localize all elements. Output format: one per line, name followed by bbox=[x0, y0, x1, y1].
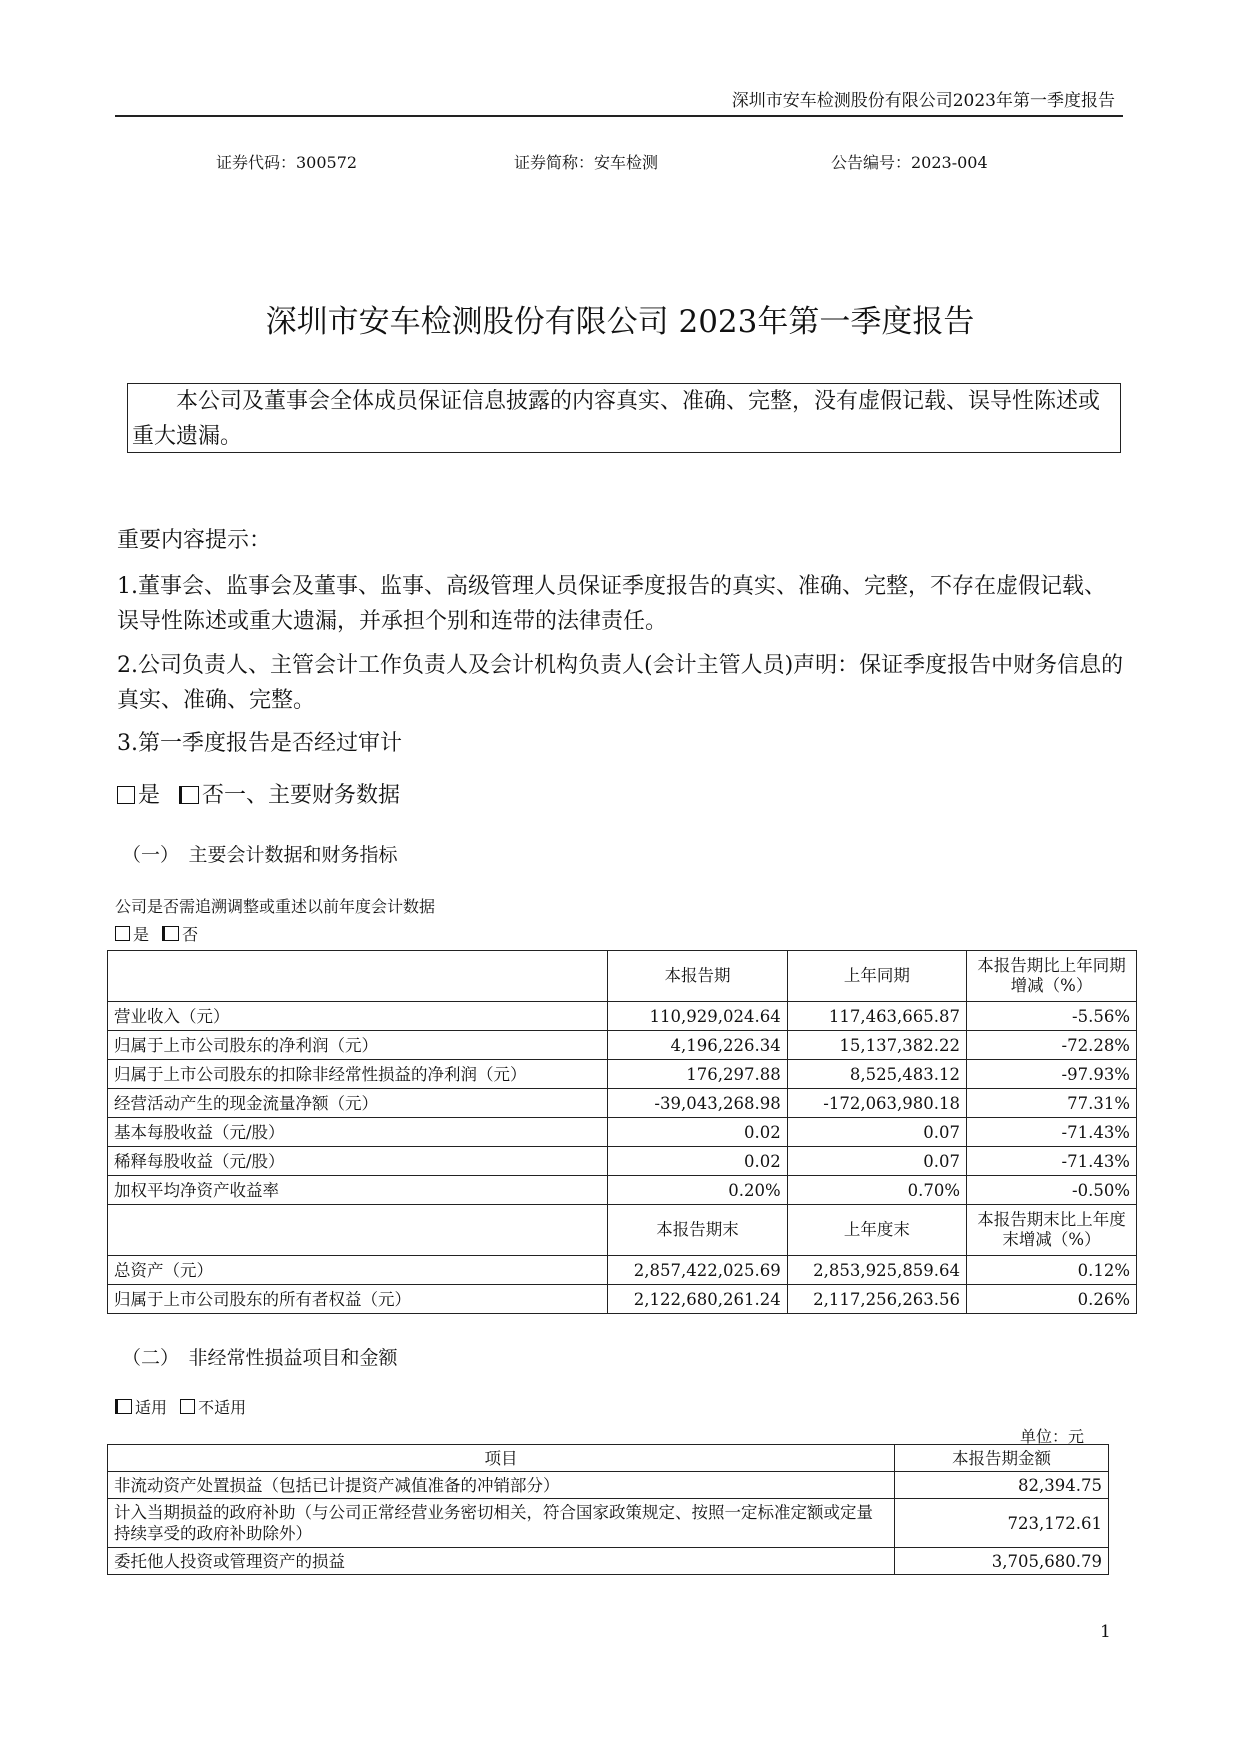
row-label: 归属于上市公司股东的扣除非经常性损益的净利润（元） bbox=[108, 1060, 608, 1089]
table-cell: 0.70% bbox=[787, 1176, 966, 1205]
table-cell: -39,043,268.98 bbox=[608, 1089, 787, 1118]
checkbox-icon bbox=[117, 786, 135, 804]
running-header: 深圳市安车检测股份有限公司2023年第一季度报告 bbox=[731, 91, 1115, 111]
table-header-cell bbox=[108, 951, 608, 1002]
notice-text: 本公司及董事会全体成员保证信息披露的内容真实、准确、完整，没有虚假记载、误导性陈述或重大遗漏。 bbox=[132, 389, 1101, 449]
table-header-cell: 上年同期 bbox=[787, 951, 966, 1002]
announcement-number: 公告编号：2023-004 bbox=[831, 153, 988, 172]
table-cell: -71.43% bbox=[967, 1147, 1137, 1176]
restate-question: 公司是否需追溯调整或重述以前年度会计数据 bbox=[115, 897, 436, 916]
table-header-cell bbox=[108, 1205, 608, 1256]
table-row bbox=[108, 1472, 1109, 1499]
table-cell: 8,525,483.12 bbox=[787, 1060, 966, 1089]
unit-label: 单位：元 bbox=[1020, 1427, 1085, 1446]
checked-box-icon bbox=[179, 786, 199, 804]
table-header-cell: 项目 bbox=[108, 1445, 895, 1472]
table-cell: 0.02 bbox=[608, 1118, 787, 1147]
table-cell: 0.02 bbox=[608, 1147, 787, 1176]
applicable-choice bbox=[115, 1395, 246, 1418]
table-cell: 0.07 bbox=[787, 1118, 966, 1147]
table-cell: 82,394.75 bbox=[894, 1472, 1108, 1499]
table-header-row bbox=[108, 1205, 1137, 1256]
table-cell: 0.07 bbox=[787, 1147, 966, 1176]
table-row bbox=[108, 1256, 1137, 1285]
table-header-cell: 本报告期末比上年度末增减（%） bbox=[967, 1205, 1137, 1256]
table-cell: -72.28% bbox=[967, 1031, 1137, 1060]
table-cell: 4,196,226.34 bbox=[608, 1031, 787, 1060]
table-header-cell: 本报告期金额 bbox=[894, 1445, 1108, 1472]
table-header-row bbox=[108, 1445, 1109, 1472]
table-cell: -71.43% bbox=[967, 1118, 1137, 1147]
table-cell: -97.93% bbox=[967, 1060, 1137, 1089]
audit-yes-label: 是 bbox=[138, 783, 161, 808]
table-row bbox=[108, 1499, 1109, 1548]
table-header-cell: 本报告期 bbox=[608, 951, 787, 1002]
row-label: 计入当期损益的政府补助（与公司正常经营业务密切相关，符合国家政策规定、按照一定标准定额或定量持续享受的政府补助除外） bbox=[108, 1499, 895, 1548]
financial-indicators-table bbox=[107, 950, 1137, 1314]
row-label: 委托他人投资或管理资产的损益 bbox=[108, 1548, 895, 1575]
table-cell: 2,117,256,263.56 bbox=[787, 1285, 966, 1314]
table-cell: 0.12% bbox=[967, 1256, 1137, 1285]
table-header-row bbox=[108, 951, 1137, 1002]
table-cell: 2,122,680,261.24 bbox=[608, 1285, 787, 1314]
table-row bbox=[108, 1031, 1137, 1060]
important-item-1: 1.董事会、监事会及董事、监事、高级管理人员保证季度报告的真实、准确、完整，不存在虚假记载、误导性陈述或重大遗漏，并承担个别和连带的法律责任。 bbox=[117, 574, 1106, 634]
document-title: 深圳市安车检测股份有限公司 2023年第一季度报告 bbox=[265, 304, 975, 340]
row-label: 总资产（元） bbox=[108, 1256, 608, 1285]
row-label: 非流动资产处置损益（包括已计提资产减值准备的冲销部分） bbox=[108, 1472, 895, 1499]
table-cell: 77.31% bbox=[967, 1089, 1137, 1118]
row-label: 营业收入（元） bbox=[108, 1002, 608, 1031]
restate-choice bbox=[115, 922, 198, 945]
audit-choice bbox=[117, 778, 400, 813]
restate-yes-label: 是 bbox=[133, 925, 150, 944]
table-cell: 176,297.88 bbox=[608, 1060, 787, 1089]
checkbox-icon bbox=[180, 1399, 195, 1414]
table-row bbox=[108, 1118, 1137, 1147]
row-label: 经营活动产生的现金流量净额（元） bbox=[108, 1089, 608, 1118]
stock-code: 证券代码：300572 bbox=[216, 153, 358, 172]
applicable-label: 适用 bbox=[135, 1398, 168, 1417]
row-label: 基本每股收益（元/股） bbox=[108, 1118, 608, 1147]
not-applicable-label: 不适用 bbox=[198, 1398, 247, 1417]
table-header-cell: 本报告期末 bbox=[608, 1205, 787, 1256]
table-row bbox=[108, 1285, 1137, 1314]
table-row bbox=[108, 1089, 1137, 1118]
row-label: 加权平均净资产收益率 bbox=[108, 1176, 608, 1205]
table-row bbox=[108, 1147, 1137, 1176]
restate-no-label: 否 bbox=[182, 925, 199, 944]
checked-box-icon bbox=[115, 1399, 132, 1414]
notice-box bbox=[127, 383, 1121, 453]
checked-box-icon bbox=[162, 926, 179, 941]
stock-name: 证券简称：安车检测 bbox=[514, 153, 659, 172]
table-row bbox=[108, 1060, 1137, 1089]
row-label: 归属于上市公司股东的净利润（元） bbox=[108, 1031, 608, 1060]
audit-no-label: 否 bbox=[202, 783, 225, 808]
table-row bbox=[108, 1548, 1109, 1575]
table-cell: -5.56% bbox=[967, 1002, 1137, 1031]
table-cell: 0.20% bbox=[608, 1176, 787, 1205]
table-cell: 723,172.61 bbox=[894, 1499, 1108, 1548]
table-cell: 110,929,024.64 bbox=[608, 1002, 787, 1031]
table-cell: -172,063,980.18 bbox=[787, 1089, 966, 1118]
section-main-heading: 一、主要财务数据 bbox=[224, 783, 401, 808]
table-header-cell: 上年度末 bbox=[787, 1205, 966, 1256]
important-heading: 重要内容提示： bbox=[117, 528, 272, 553]
important-item-3: 3.第一季度报告是否经过审计 bbox=[117, 731, 402, 756]
section-1-heading: （一） 主要会计数据和财务指标 bbox=[122, 844, 398, 866]
row-label: 归属于上市公司股东的所有者权益（元） bbox=[108, 1285, 608, 1314]
table-cell: 3,705,680.79 bbox=[894, 1548, 1108, 1575]
table-row bbox=[108, 1176, 1137, 1205]
important-item-2: 2.公司负责人、主管会计工作负责人及会计机构负责人(会计主管人员)声明：保证季度报告中财务信息的真实、准确、完整。 bbox=[117, 653, 1124, 713]
table-header-cell: 本报告期比上年同期增减（%） bbox=[967, 951, 1137, 1002]
checkbox-icon bbox=[115, 926, 130, 941]
table-cell: 15,137,382.22 bbox=[787, 1031, 966, 1060]
header-rule bbox=[115, 115, 1123, 117]
nonrecurring-items-table bbox=[107, 1444, 1109, 1575]
table-cell: 2,857,422,025.69 bbox=[608, 1256, 787, 1285]
table-cell: -0.50% bbox=[967, 1176, 1137, 1205]
section-2-heading: （二） 非经常性损益项目和金额 bbox=[122, 1347, 398, 1369]
table-row bbox=[108, 1002, 1137, 1031]
table-cell: 2,853,925,859.64 bbox=[787, 1256, 966, 1285]
table-cell: 0.26% bbox=[967, 1285, 1137, 1314]
row-label: 稀释每股收益（元/股） bbox=[108, 1147, 608, 1176]
table-cell: 117,463,665.87 bbox=[787, 1002, 966, 1031]
page-number: 1 bbox=[1100, 1622, 1111, 1642]
